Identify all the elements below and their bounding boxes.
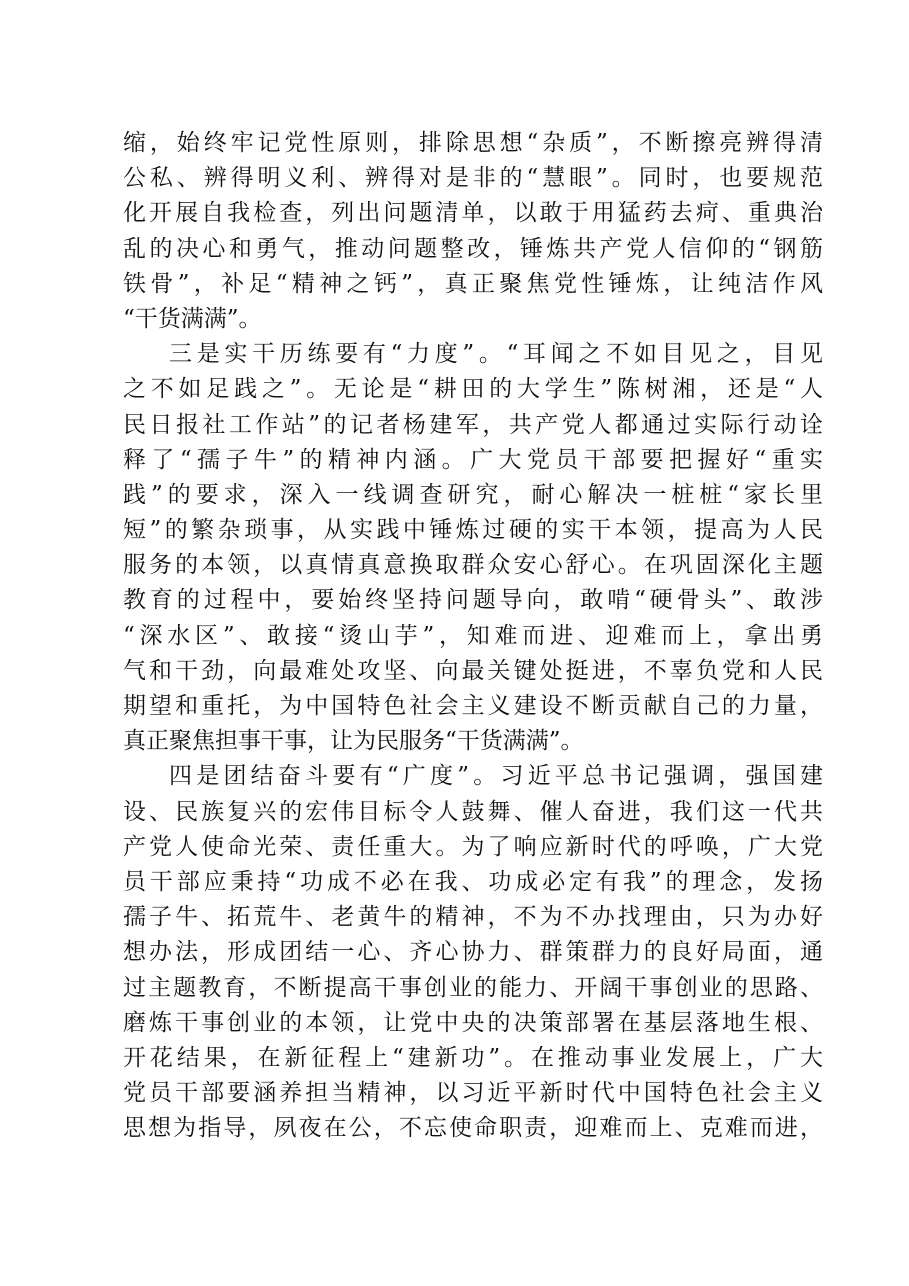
body-text — [123, 126, 823, 1146]
text-line: 开花结果，在新征程上“建新功”。在推动事业发展上，广大 — [123, 1044, 823, 1071]
text-line: 短”的繁杂琐事，从实践中锤炼过硬的实干本领，提高为人民 — [123, 517, 823, 544]
text-line: 乱的决心和勇气，推动问题整改，锤炼共产党人信仰的“钢筋 — [123, 235, 823, 262]
text-line: 党员干部要涵养担当精神，以习近平新时代中国特色社会主义 — [123, 1080, 823, 1107]
text-line: 思想为指导，夙夜在公，不忘使命职责，迎难而上、克难而进， — [123, 1115, 823, 1142]
text-line: 孺子牛、拓荒牛、老黄牛的精神，不为不办找理由，只为办好 — [123, 904, 823, 931]
text-line: 四是团结奋斗要有“广度”。习近平总书记强调，强国建 — [169, 763, 823, 790]
text-line: 铁骨”，补足“精神之钙”，真正聚焦党性锤炼，让纯洁作风 — [123, 270, 823, 297]
text-line: “深水区”、敢接“烫山芋”，知难而进、迎难而上，拿出勇 — [123, 622, 823, 649]
text-line: 服务的本领，以真情真意换取群众安心舒心。在巩固深化主题 — [123, 552, 823, 579]
text-line: 员干部应秉持“功成不必在我、功成必定有我”的理念，发扬 — [123, 868, 823, 895]
text-line: 践”的要求，深入一线调查研究，耐心解决一桩桩“家长里 — [123, 481, 823, 508]
text-line: 想办法，形成团结一心、齐心协力、群策群力的良好局面，通 — [123, 939, 823, 966]
text-line: 公私、辨得明义利、辨得对是非的“慧眼”。同时，也要规范 — [123, 165, 823, 192]
text-line: “干货满满”。 — [123, 305, 262, 332]
text-line: 磨炼干事创业的本领，让党中央的决策部署在基层落地生根、 — [123, 1009, 823, 1036]
text-line: 气和干劲，向最难处攻坚、向最关键处挺进，不辜负党和人民 — [123, 657, 823, 684]
text-line: 过主题教育，不断提高干事创业的能力、开阔干事创业的思路、 — [123, 974, 823, 1001]
text-line: 设、民族复兴的宏伟目标令人鼓舞、催人奋进，我们这一代共 — [123, 798, 823, 825]
text-line: 之不如足践之”。无论是“耕田的大学生”陈树湘，还是“人 — [123, 376, 823, 403]
text-line: 民日报社工作站”的记者杨建军，共产党人都通过实际行动诠 — [123, 411, 823, 438]
text-line: 真正聚焦担事干事，让为民服务“干货满满”。 — [123, 728, 584, 755]
text-line: 教育的过程中，要始终坚持问题导向，敢啃“硬骨头”、敢涉 — [123, 587, 823, 614]
text-line: 缩，始终牢记党性原则，排除思想“杂质”，不断擦亮辨得清 — [123, 130, 823, 156]
text-line: 释了“孺子牛”的精神内涵。广大党员干部要把握好“重实 — [123, 446, 823, 473]
text-line: 三是实干历练要有“力度”。“耳闻之不如目见之，目见 — [169, 341, 823, 368]
text-line: 化开展自我检查，列出问题清单，以敢于用猛药去疴、重典治 — [123, 200, 823, 227]
text-line: 产党人使命光荣、责任重大。为了响应新时代的呼唤，广大党 — [123, 833, 823, 860]
text-line: 期望和重托，为中国特色社会主义建设不断贡献自己的力量， — [123, 693, 823, 719]
